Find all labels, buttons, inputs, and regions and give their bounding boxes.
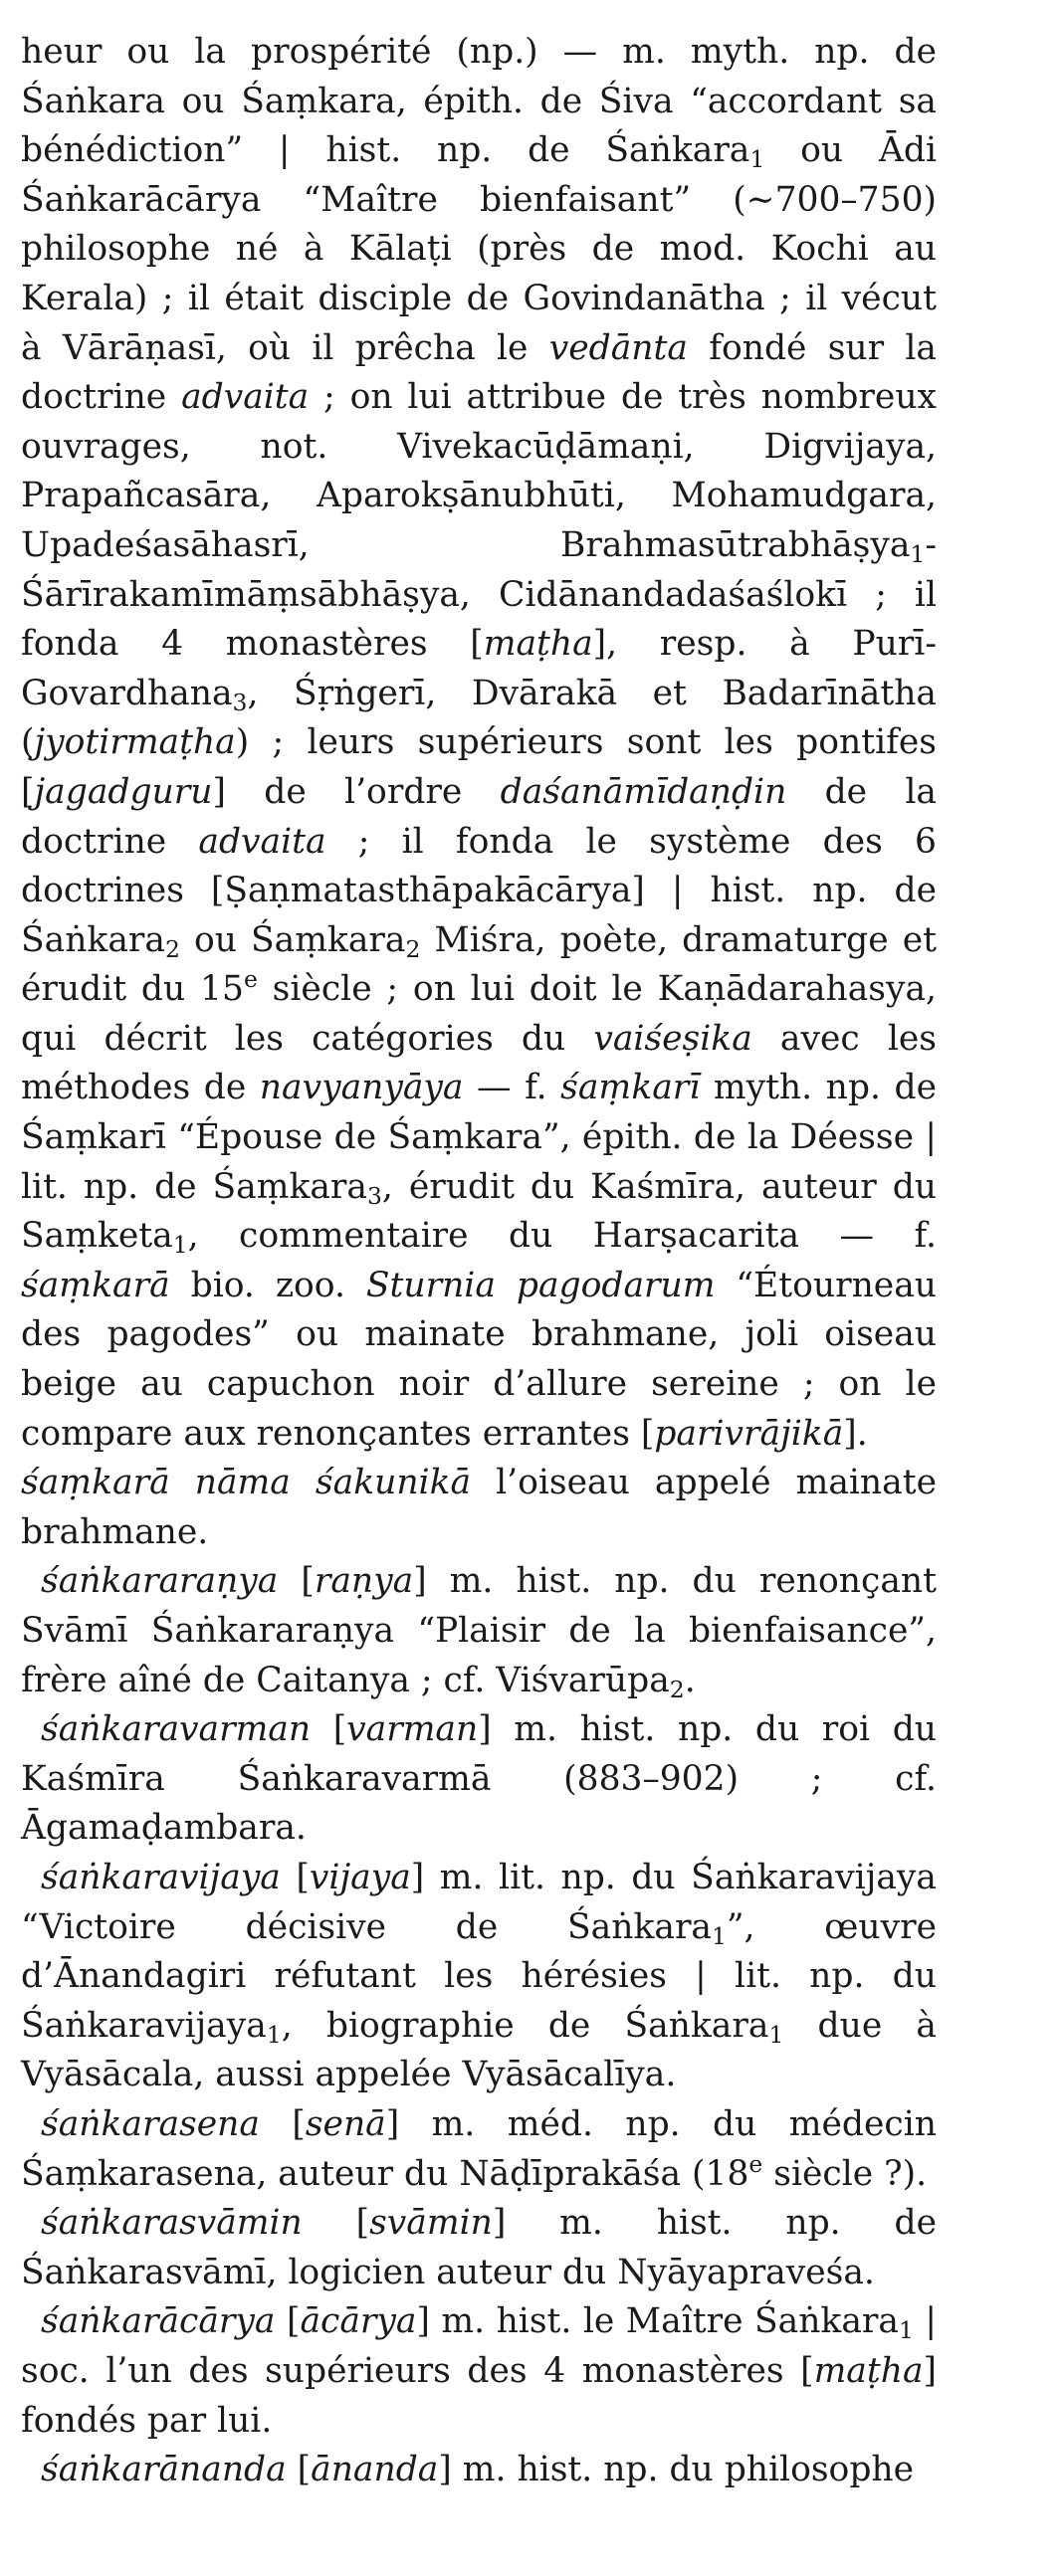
definition-text: ] de l’ordre [212, 771, 501, 812]
entry-sankaravarman [21, 1705, 937, 1854]
italic-term: śaṃkarī [560, 1068, 701, 1108]
definition-text: ou Ādi Śaṅkarācārya “Maître bienfaisant” (∼700–750) philosophe né à Kālaṭi (près de mod. Kochi au Kerala) ; il était disciple de Govindanātha ; il vécut à Vārāṇasī, où il prêcha le [21, 130, 937, 368]
definition-text: avec les méthodes de [21, 1018, 937, 1108]
index-subscript: 1 [172, 1231, 188, 1260]
italic-term: śaṃkarā [21, 1265, 170, 1305]
entry-samkara-continued [21, 28, 937, 1459]
definition-text: bio. zoo. [169, 1265, 366, 1305]
definition-text: — f. [463, 1068, 561, 1108]
definition-text: ]. [843, 1413, 868, 1454]
index-subscript: 3 [232, 688, 248, 716]
headword: śaṅkarasvāmin [41, 2203, 303, 2244]
italic-term: vedānta [548, 327, 688, 368]
definition-text: “Étourneau des pagodes” ou mainate brahmane, joli oiseau beige au capuchon noir d’allure sereine ; on le compare aux renonçantes errantes [ [21, 1265, 937, 1454]
definition-text: ] m. méd. np. du médecin Śaṃkarasena, auteur du Nāḍīprakāśa (18 [21, 2103, 937, 2194]
definition-text: -Śārīrakamīmāṃsābhāṣya, Cidānandadaśaślokī ; il fonda 4 monastères [ [21, 524, 937, 665]
headword: śaṅkararaṇya [41, 1561, 279, 1602]
entry-sankarananda [21, 2446, 937, 2495]
definition-text: ) ; leurs supérieurs sont les pontifes [ [21, 722, 937, 812]
definition-text: myth. np. de Śaṃkarī “Épouse de Śaṃkara”, épith. de la Déesse | lit. np. de Śaṃkara [21, 1068, 937, 1207]
index-subscript: 1 [910, 539, 926, 568]
italic-term: vaiśeṣika [593, 1018, 752, 1059]
italic-term: advaita [198, 821, 326, 862]
italic-term: raṇya [314, 1561, 414, 1602]
entry-samkara-example [21, 1459, 937, 1557]
headword: śaṅkarānanda [41, 2450, 287, 2490]
headword: śaṅkaravarman [41, 1709, 312, 1750]
index-subscript: 1 [898, 2316, 914, 2345]
headword: śaṅkarācārya [41, 2301, 276, 2342]
definition-text: ] m. hist. np. du philosophe [438, 2450, 915, 2490]
ordinal-superscript: e [748, 2149, 763, 2178]
ordinal-superscript: e [243, 965, 258, 994]
index-subscript: 1 [768, 2020, 784, 2049]
entry-sankarasvamin [21, 2199, 937, 2297]
definition-text: , biographie de Śaṅkara [281, 2005, 769, 2046]
definition-text: | soc. l’un des supérieurs des 4 monastères [ [21, 2301, 937, 2391]
definition-text: ] m. hist. np. de Śaṅkarasvāmī, logicien auteur du Nyāyapraveśa. [21, 2203, 937, 2292]
definition-text: [ [278, 1561, 315, 1602]
definition-text: , Śṛṅgerī, Dvārakā et Badarīnātha ( [21, 673, 937, 763]
definition-text: siècle ; on lui doit le Kaṇādarahasya, qui décrit les catégories du [21, 969, 938, 1059]
definition-text: ou Śaṃkara [179, 919, 406, 960]
italic-term: varman [346, 1709, 479, 1750]
definition-text: fondé sur la doctrine [21, 327, 937, 418]
definition-text: Miśra, poète, dramaturge et érudit du 15 [21, 919, 937, 1010]
headword: śaṃkarā nāma śakunikā [21, 1463, 472, 1503]
definition-text: . [684, 1660, 696, 1700]
definition-text: ”, œuvre d’Ānandagiri réfutant les hérésies | lit. np. du Śaṅkaravijaya [21, 1906, 937, 2046]
definition-text: [ [311, 1709, 347, 1750]
index-subscript: 1 [749, 145, 765, 174]
definition-text: ] m. hist. np. du renonçant Svāmī Śaṅkararaṇya “Plaisir de la bienfaisance”, frère aîné de Caitanya ; cf. Viśvarūpa [21, 1561, 937, 1700]
definition-text: , commentaire du Harṣacarita — f. [187, 1216, 937, 1257]
italic-term: Sturnia pagodarum [365, 1265, 716, 1305]
headword: śaṅkarasena [41, 2103, 260, 2144]
definition-text: , érudit du Kaśmīra, auteur du Saṃketa [21, 1166, 937, 1257]
definition-text: [ [259, 2103, 306, 2144]
definition-text: [ [280, 1857, 310, 1897]
italic-term: maṭha [483, 624, 593, 665]
definition-text: ] m. hist. le Maître Śaṅkara [416, 2301, 899, 2342]
italic-term: ānanda [311, 2450, 439, 2490]
index-subscript: 2 [405, 934, 421, 963]
definition-text: de la doctrine [21, 771, 937, 862]
index-subscript: 1 [712, 1921, 727, 1950]
definition-text: l’oiseau appelé mainate brahmane. [21, 1463, 937, 1552]
italic-term: ācārya [300, 2301, 417, 2342]
entry-sankarasena [21, 2100, 937, 2199]
definition-text: [ [275, 2301, 301, 2342]
definition-text: ] fondés par lui. [21, 2350, 937, 2441]
entry-sankaracarya [21, 2297, 937, 2446]
index-subscript: 2 [669, 1675, 685, 1703]
definition-text: ; il fonda le système des 6 doctrines [Ṣaṇmatasthāpakācārya] | hist. np. de Śaṅkara [21, 821, 937, 960]
italic-term: daśanāmīdaṇḍin [500, 771, 787, 812]
italic-term: navyanyāya [259, 1068, 464, 1108]
entry-sankaravijaya [21, 1854, 937, 2100]
definition-text: ] m. hist. np. du roi du Kaśmīra Śaṅkaravarmā (883–902) ; cf. Āgamaḍambara. [21, 1709, 937, 1849]
index-subscript: 2 [164, 934, 180, 963]
definition-text: siècle ?). [762, 2153, 928, 2194]
entry-sankararanya [21, 1557, 937, 1705]
index-subscript: 1 [266, 2020, 282, 2049]
definition-text: [ [286, 2450, 312, 2490]
italic-term: senā [305, 2103, 386, 2144]
headword: śaṅkaravijaya [41, 1857, 281, 1897]
definition-text: ], resp. à Purī-Govardhana [21, 624, 937, 713]
dictionary-page [21, 28, 937, 2495]
index-subscript: 3 [367, 1181, 382, 1210]
italic-term: advaita [181, 377, 310, 418]
definition-text: due à Vyāsācala, aussi appelée Vyāsācalīya. [21, 2005, 937, 2095]
definition-text: [ [302, 2203, 370, 2244]
italic-term: vijaya [309, 1857, 411, 1897]
definition-text: ; on lui attribue de très nombreux ouvrages, not. Vivekacūḍāmaṇi, Digvijaya, Prapañcasāra, Aparokṣānubhūti, Mohamudgara, Upadeśasāhasrī, Brahmasūtrabhāṣya [21, 377, 937, 565]
italic-term: parivrājikā [654, 1413, 844, 1454]
italic-term: jagadguru [34, 771, 213, 812]
italic-term: svāmin [369, 2203, 493, 2244]
italic-term: maṭha [813, 2350, 924, 2391]
italic-term: jyotirmaṭha [34, 722, 236, 763]
definition-text: ] m. lit. np. du Śaṅkaravijaya “Victoire décisive de Śaṅkara [21, 1857, 937, 1947]
definition-text: heur ou la prospérité (np.) — m. myth. np. de Śaṅkara ou Śaṃkara, épith. de Śiva “accordant sa bénédiction” | hist. np. de Śaṅkara [21, 32, 937, 171]
